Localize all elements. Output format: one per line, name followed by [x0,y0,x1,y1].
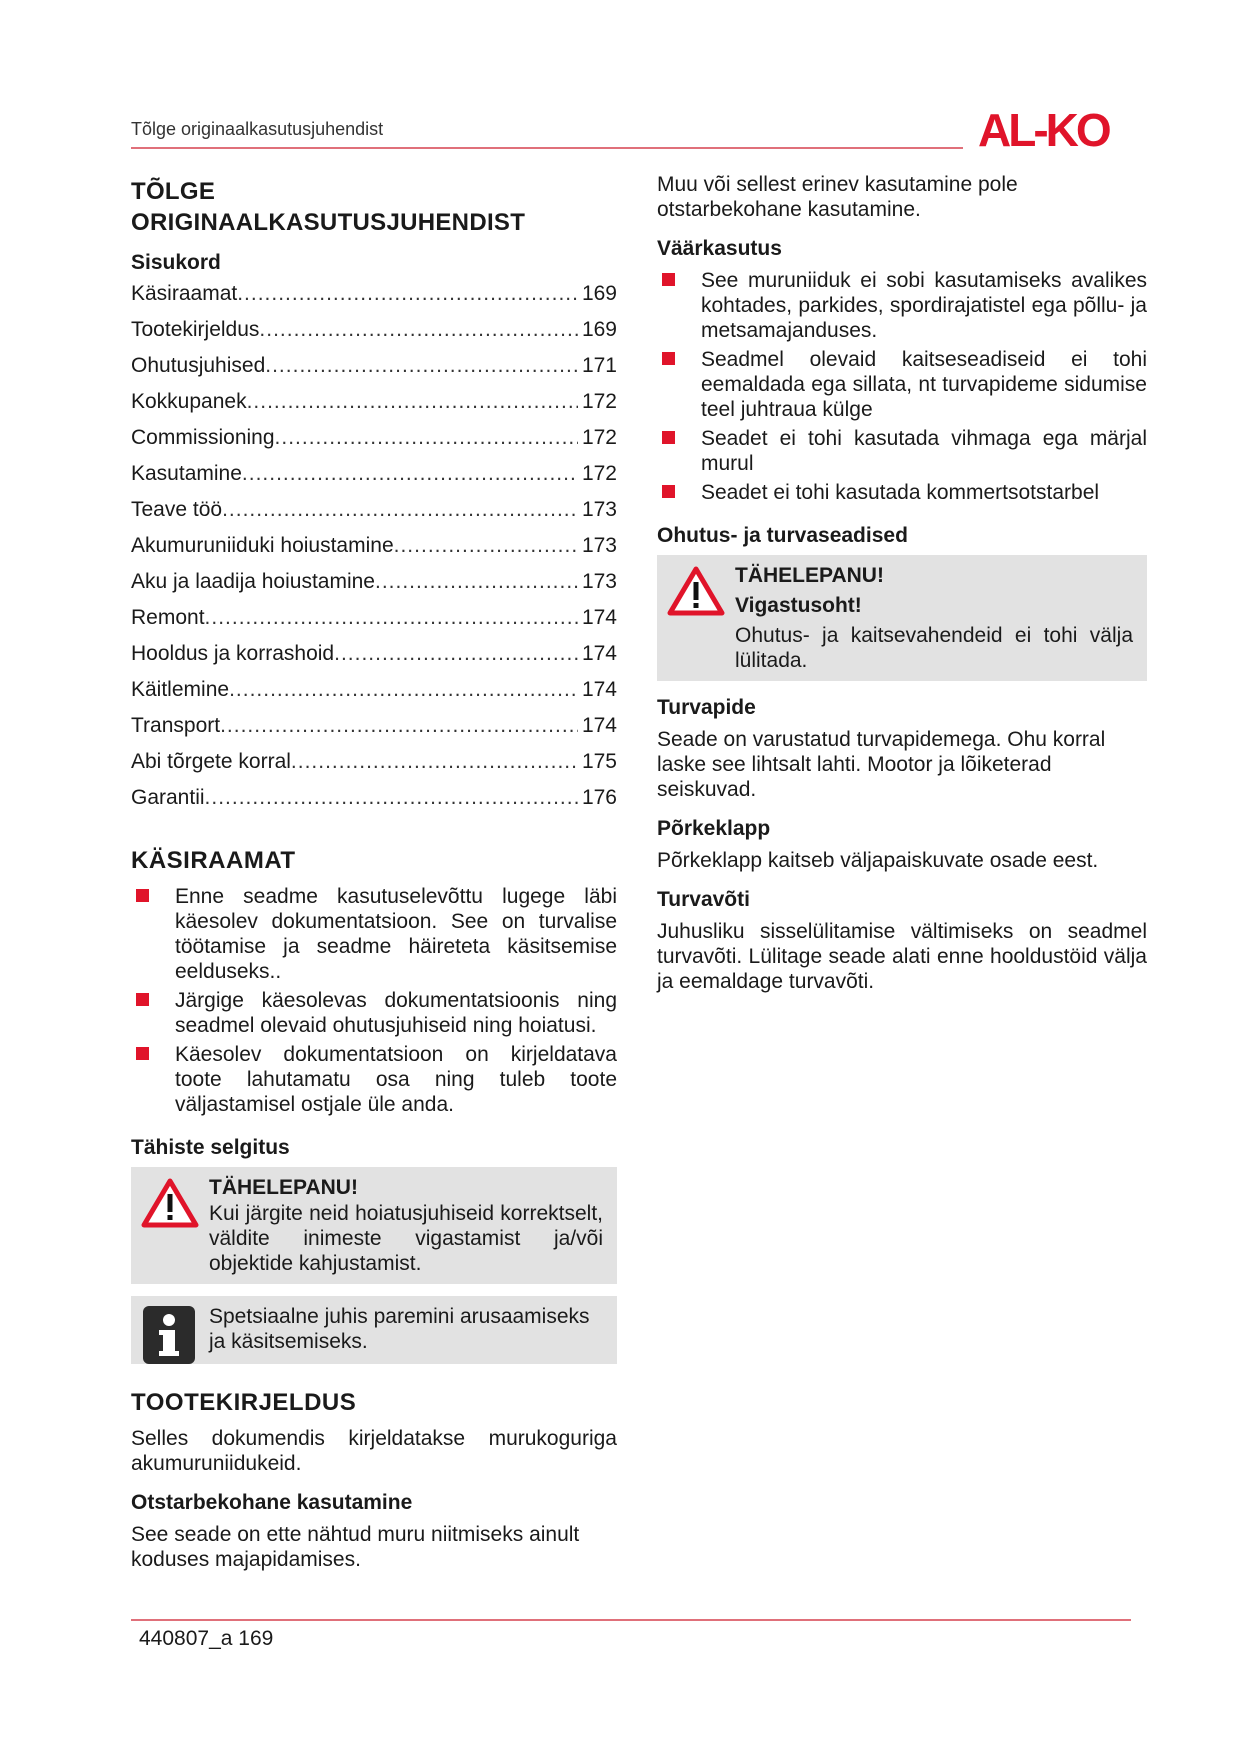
toc-entry[interactable]: Kokkupanek ..... 172 [131,390,617,426]
header-rule [131,147,963,149]
safety-key-text: Juhusliku sisselülitamise vältimiseks on seadmel turvavõti. Lülitage seade alati enne hooldustöid välja ja eemaldage turvavõti. [657,920,1147,993]
page-number: 440807_a 169 [139,1627,274,1650]
bullet-square-icon [136,1047,149,1060]
symbols-heading: Tähiste selgitus [131,1136,290,1159]
left-column [131,172,617,1572]
intended-use-text: See seade on ette nähtud muru niitmiseks ainult koduses majapidamises. [131,1523,580,1571]
title-line-2: ORIGINAALKASUTUSJUHENDIST [131,209,526,236]
alko-logo [978,108,1138,152]
toc-entry[interactable]: Kasutamine ..... 172 [131,462,617,498]
bullet-square-icon [662,485,675,498]
deflector-flap-text: Põrkeklapp kaitseb väljapaiskuvate osade eest. [657,849,1099,872]
toc-heading: Sisukord [131,251,221,274]
safety-handle-heading: Turvapide [657,696,756,719]
warning-triangle-icon [141,1177,199,1229]
product-heading: TOOTEKIRJELDUS [131,1389,357,1416]
warning-title: TÄHELEPANU! [735,564,884,587]
bullet-square-icon [136,993,149,1006]
intended-use-heading: Otstarbekohane kasutamine [131,1491,413,1514]
info-icon [143,1306,195,1364]
manual-heading: KÄSIRAAMAT [131,847,296,874]
list-item: Enne seadme kasutuselevõttu lugege läbi käesolev dokumentatsioon. See on turvalise töötamise ja seadme häireteta käsitsemise eelduseks.. [131,884,617,984]
svg-text:AL-KO: AL-KO [978,108,1109,152]
toc-entry[interactable]: Käitlemine ..... 174 [131,678,617,714]
list-item: Järgige käesolevas dokumentatsioonis ning seadmel olevaid ohutusjuhiseid ning hoiatusi. [131,988,617,1038]
list-item: See muruniiduk ei sobi kasutamiseks avalikes kohtades, parkides, spordirajatistel ega põllu- ja metsamajanduses. [657,268,1147,343]
document-title [131,176,617,238]
manual-bullet-list [131,884,617,1117]
list-item: Seadmel olevaid kaitseseadiseid ei tohi eemaldada ega sillata, nt turvapideme sidumise teel juhtraua külge [657,347,1147,422]
info-text: Spetsiaalne juhis paremini arusaamiseks ja käsitsemiseks. [209,1305,590,1353]
misuse-bullet-list [657,268,1147,505]
toc-entry[interactable]: Ohutusjuhised ..... 171 [131,354,617,390]
toc-entry[interactable]: Tootekirjeldus ..... 169 [131,318,617,354]
warning-notice [657,555,1147,681]
toc-entry[interactable]: Hooldus ja korrashoid ..... 174 [131,642,617,678]
misuse-heading: Väärkasutus [657,237,782,260]
list-item: Käesolev dokumentatsioon on kirjeldatava toote lahutamatu osa ning tuleb toote väljastamisel ostjale üle anda. [131,1042,617,1117]
bullet-square-icon [662,431,675,444]
warning-notice [131,1167,617,1284]
right-column [657,172,1147,994]
list-item: Seadet ei tohi kasutada kommertsotstarbel [657,480,1147,505]
table-of-contents [131,282,617,822]
bullet-square-icon [662,273,675,286]
toc-entry[interactable]: Akumuruniiduki hoiustamine ..... 173 [131,534,617,570]
safety-handle-text: Seade on varustatud turvapidemega. Ohu korral laske see lihtsalt lahti. Mootor ja lõiketerad seiskuvad. [657,728,1106,801]
info-notice [131,1296,617,1364]
footer-rule [131,1619,1131,1621]
toc-entry[interactable]: Transport ..... 174 [131,714,617,750]
product-text: Selles dokumendis kirjeldatakse murukoguriga akumuruniidukeid. [131,1427,617,1475]
safety-devices-heading: Ohutus- ja turvaseadised [657,524,908,547]
toc-entry[interactable]: Garantii ..... 176 [131,786,617,822]
running-header: Tõlge originaalkasutusjuhendist [131,119,384,139]
warning-text: Kui järgite neid hoiatusjuhiseid korrektselt, väldite inimeste vigastamist ja/või objektide kahjustamist. [209,1202,603,1275]
bullet-square-icon [662,352,675,365]
warning-title: TÄHELEPANU! [209,1176,358,1199]
deflector-flap-heading: Põrkeklapp [657,817,771,840]
toc-entry[interactable]: Aku ja laadija hoiustamine ..... 173 [131,570,617,606]
warning-text: Ohutus- ja kaitsevahendeid ei tohi välja lülitada. [735,624,1133,672]
toc-entry[interactable]: Commissioning ..... 172 [131,426,617,462]
intro-text: Muu või sellest erinev kasutamine pole otstarbekohane kasutamine. [657,173,1018,221]
toc-entry[interactable]: Abi tõrgete korral ..... 175 [131,750,617,786]
bullet-square-icon [136,889,149,902]
safety-key-heading: Turvavõti [657,888,750,911]
warning-subtitle: Vigastusoht! [735,594,862,617]
list-item: Seadet ei tohi kasutada vihmaga ega märjal murul [657,426,1147,476]
toc-entry[interactable]: Teave töö ..... 173 [131,498,617,534]
warning-triangle-icon [667,565,725,617]
toc-entry[interactable]: Käsiraamat ..... 169 [131,282,617,318]
toc-entry[interactable]: Remont ..... 174 [131,606,617,642]
title-line-1: TÕLGE [131,178,216,205]
